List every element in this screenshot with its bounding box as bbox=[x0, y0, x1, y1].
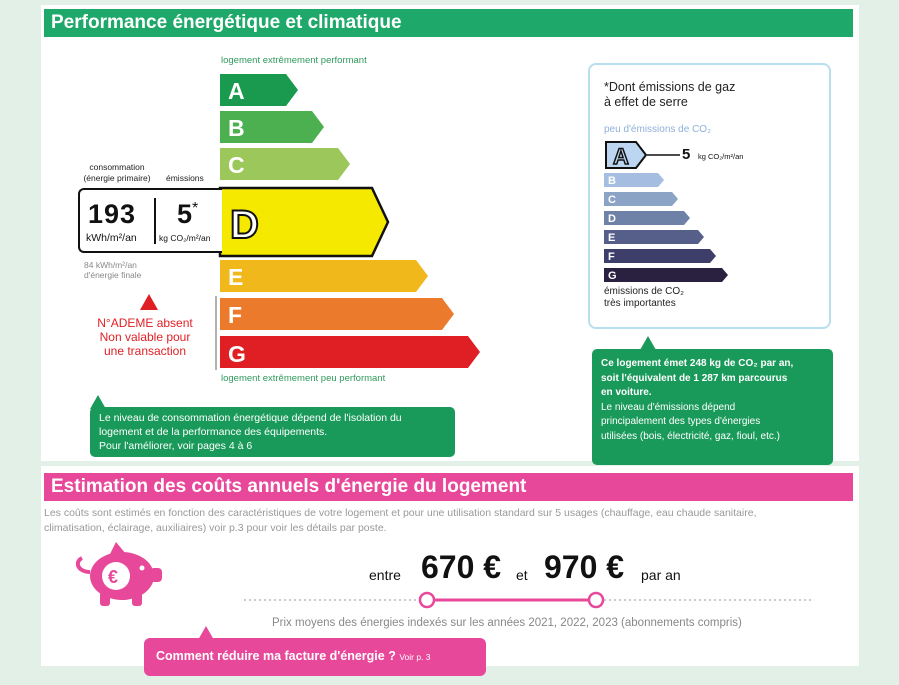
energy-class-b-letter: B bbox=[228, 115, 245, 141]
cost-high: 970 € bbox=[544, 549, 625, 585]
co2-class-a bbox=[606, 142, 646, 169]
consumption-divider bbox=[154, 198, 156, 244]
energy-class-g bbox=[220, 336, 480, 368]
co2-bottom-label: émissions de CO₂ très importantes bbox=[604, 286, 685, 309]
co2-class-g bbox=[604, 268, 728, 282]
co2-bars bbox=[604, 172, 734, 289]
co2-class-e-letter: E bbox=[608, 232, 616, 244]
energy-class-b bbox=[220, 111, 324, 143]
co2-current-value: 5 bbox=[682, 146, 691, 163]
bottom-performance-label: logement extrêmement peu performant bbox=[221, 373, 386, 384]
cost-between-label: entre bbox=[369, 567, 401, 583]
cost-range-slider bbox=[244, 590, 814, 610]
emissions-label: émissions bbox=[166, 173, 204, 183]
co2-class-c bbox=[604, 192, 678, 206]
piggy-bank-icon bbox=[70, 542, 170, 612]
co2-top-label: peu d'émissions de CO₂ bbox=[604, 124, 711, 135]
cost-range-high-handle bbox=[589, 593, 603, 607]
energy-class-scale bbox=[212, 70, 492, 370]
cost-description: Les coûts sont estimés en fonction des caractéristiques de votre logement et pour une utilisation standard sur 5 usages (chauffage, eau chaude sanitaire, climatisation, éclairage, auxiliaires) voir p.3 pour voir les détails par poste. bbox=[44, 507, 757, 534]
energy-class-d-letter: D bbox=[230, 203, 259, 247]
energy-class-c bbox=[220, 148, 350, 180]
bubble-co2-pointer bbox=[640, 336, 656, 350]
cost-and-label: et bbox=[516, 567, 528, 583]
prices-note: Prix moyens des énergies indexés sur les années 2021, 2022, 2023 (abonnements compris) bbox=[272, 617, 742, 629]
energy-class-e-letter: E bbox=[228, 264, 244, 290]
bubble-co2: Ce logement émet 248 kg de CO₂ par an, soit l'équivalent de 1 287 km parcourus en voiture. Le niveau d'émissions dépend principalement des types d'énergies utilisées (bois, électricité, gaz, fioul, etc.) bbox=[592, 349, 833, 465]
co2-class-b bbox=[604, 173, 664, 187]
energy-section-title: Performance énergétique et climatique bbox=[44, 9, 853, 37]
energy-class-d bbox=[220, 188, 388, 256]
energy-class-e bbox=[220, 260, 428, 292]
co2-current-unit: kg CO₂/m²/an bbox=[698, 152, 744, 161]
consumption-value: 193 bbox=[88, 199, 137, 229]
reduce-bill-cta-label: Comment réduire ma facture d'énergie ? bbox=[156, 649, 396, 663]
co2-panel-title: *Dont émissions de gaz à effet de serre bbox=[604, 80, 736, 109]
energy-class-f bbox=[220, 298, 454, 330]
warning-triangle-icon bbox=[140, 294, 158, 310]
co2-class-e bbox=[604, 230, 704, 244]
energy-class-c-letter: C bbox=[228, 152, 245, 178]
cost-low: 670 € bbox=[421, 549, 502, 585]
energy-class-a-letter: A bbox=[228, 78, 245, 104]
co2-class-a-letter: A bbox=[613, 144, 629, 169]
reduce-bill-cta[interactable] bbox=[144, 638, 486, 676]
energy-class-g-letter: G bbox=[228, 341, 246, 367]
bubble-energy: Le niveau de consommation énergétique dépend de l'isolation du logement et de la performance des équipements. Pour l'améliorer, voir pages 4 à 6 bbox=[90, 407, 455, 457]
co2-class-b-letter-text: B bbox=[608, 175, 616, 187]
cost-per-year: par an bbox=[641, 567, 681, 583]
final-energy-label: 84 kWh/m²/an d'énergie finale bbox=[84, 260, 142, 280]
consumption-unit: kWh/m²/an bbox=[86, 232, 137, 244]
co2-class-g-letter: G bbox=[608, 270, 617, 282]
energy-class-a bbox=[220, 74, 298, 106]
top-performance-label: logement extrêmement performant bbox=[221, 55, 367, 66]
co2-class-c-letter: C bbox=[608, 194, 616, 206]
co2-class-d bbox=[604, 211, 690, 225]
emission-unit: kg CO₂/m²/an bbox=[159, 233, 211, 243]
reduce-bill-cta-ref: Voir p. 3 bbox=[399, 652, 431, 662]
energy-class-f-letter: F bbox=[228, 302, 243, 328]
ademe-warning: N°ADEME absent Non valable pour une transaction bbox=[97, 316, 193, 358]
svg-text:€: € bbox=[108, 567, 119, 587]
co2-class-f-letter: F bbox=[608, 251, 615, 263]
co2-class-f bbox=[604, 249, 716, 263]
co2-bars-svg bbox=[604, 172, 734, 284]
co2-class-d-letter: D bbox=[608, 213, 616, 225]
cost-range-low-handle bbox=[420, 593, 434, 607]
cost-section-title: Estimation des coûts annuels d'énergie du logement bbox=[44, 473, 853, 501]
consumption-label: consommation (énergie primaire) bbox=[83, 162, 151, 183]
emission-value: 5* bbox=[177, 199, 199, 229]
